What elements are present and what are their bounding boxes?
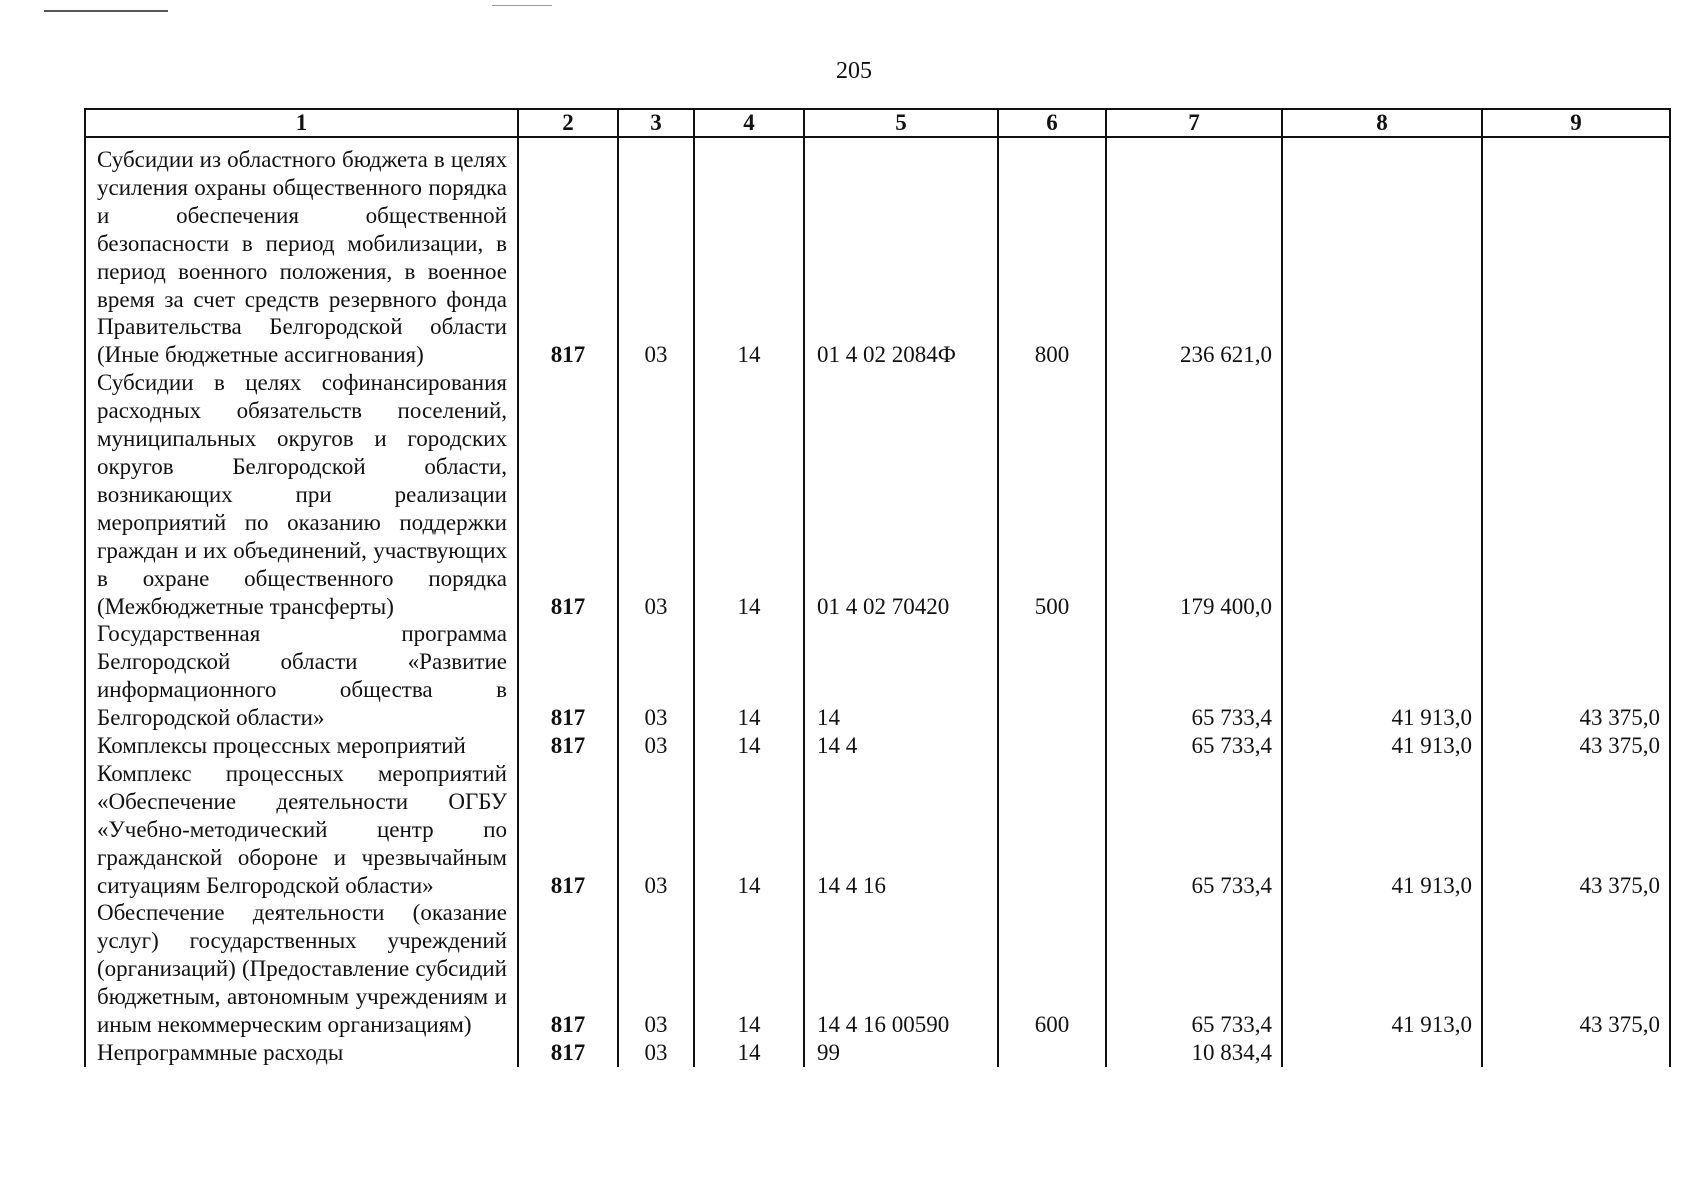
amount-col9: 43 375,0 (1482, 620, 1670, 732)
ministry-code: 817 (518, 760, 618, 900)
expense-type-code (998, 760, 1106, 900)
column-header: 1 (85, 109, 518, 137)
expense-type-code: 800 (998, 137, 1106, 369)
amount-col7: 65 733,4 (1106, 620, 1282, 732)
row-name: Комплекс процессных мероприятий «Обеспечение деятельности ОГБУ «Учебно-методический центр по гражданской обороне и чрезвычайным ситуациям Белгородской области» (85, 760, 518, 900)
header-row (85, 109, 1670, 137)
amount-col9 (1482, 369, 1670, 620)
amount-col8: 41 913,0 (1282, 899, 1482, 1039)
section-code: 03 (618, 620, 694, 732)
row-name: Субсидии в целях софинансирования расходных обязательств поселений, муниципальных округов и городских округов Белгородской области, возникающих при реализации мероприятий по оказанию поддержки граждан и их объединений, участвующих в охране общественного порядка (Межбюджетные трансферты) (85, 369, 518, 620)
table-row (85, 137, 1670, 369)
amount-col7: 179 400,0 (1106, 369, 1282, 620)
ministry-code: 817 (518, 1039, 618, 1067)
subsection-code: 14 (694, 732, 804, 760)
subsection-code: 14 (694, 137, 804, 369)
target-article-code: 14 4 16 (804, 760, 998, 900)
amount-col9 (1482, 137, 1670, 369)
amount-col9: 43 375,0 (1482, 899, 1670, 1039)
ministry-code: 817 (518, 620, 618, 732)
target-article-code: 01 4 02 70420 (804, 369, 998, 620)
target-article-code: 14 4 16 00590 (804, 899, 998, 1039)
table-row (85, 1039, 1670, 1067)
target-article-code: 14 4 (804, 732, 998, 760)
amount-col7: 65 733,4 (1106, 899, 1282, 1039)
subsection-code: 14 (694, 369, 804, 620)
amount-col8 (1282, 369, 1482, 620)
table-row (85, 760, 1670, 900)
subsection-code: 14 (694, 899, 804, 1039)
page-number: 205 (836, 58, 872, 84)
row-name: Комплексы процессных мероприятий (85, 732, 518, 760)
row-name: Обеспечение деятельности (оказание услуг) государственных учреждений (организаций) (Предоставление субсидий бюджетным, автономным учреждениям и иным некоммерческим организациям) (85, 899, 518, 1039)
row-name: Субсидии из областного бюджета в целях усиления охраны общественного порядка и обеспечения общественной безопасности в период мобилизации, в период военного положения, в военное время за счет средств резервного фонда Правительства Белгородской области (Иные бюджетные ассигнования) (85, 137, 518, 369)
row-name: Непрограммные расходы (85, 1039, 518, 1067)
column-header: 2 (518, 109, 618, 137)
column-header: 9 (1482, 109, 1670, 137)
amount-col8: 41 913,0 (1282, 732, 1482, 760)
table-row (85, 620, 1670, 732)
target-article-code: 14 (804, 620, 998, 732)
amount-col7: 10 834,4 (1106, 1039, 1282, 1067)
amount-col9: 43 375,0 (1482, 732, 1670, 760)
amount-col9 (1482, 1039, 1670, 1067)
amount-col8: 41 913,0 (1282, 760, 1482, 900)
amount-col7: 236 621,0 (1106, 137, 1282, 369)
budget-table (84, 108, 1671, 1067)
target-article-code: 99 (804, 1039, 998, 1067)
subsection-code: 14 (694, 620, 804, 732)
column-header: 6 (998, 109, 1106, 137)
expense-type-code (998, 732, 1106, 760)
column-header: 7 (1106, 109, 1282, 137)
section-code: 03 (618, 137, 694, 369)
section-code: 03 (618, 369, 694, 620)
amount-col8 (1282, 137, 1482, 369)
subsection-code: 14 (694, 760, 804, 900)
amount-col8: 41 913,0 (1282, 620, 1482, 732)
scan-artifact-line (492, 5, 552, 6)
expense-type-code: 500 (998, 369, 1106, 620)
ministry-code: 817 (518, 732, 618, 760)
ministry-code: 817 (518, 899, 618, 1039)
scan-artifact-line (44, 10, 168, 12)
amount-col7: 65 733,4 (1106, 732, 1282, 760)
column-header: 8 (1282, 109, 1482, 137)
expense-type-code (998, 1039, 1106, 1067)
amount-col8 (1282, 1039, 1482, 1067)
table-row (85, 732, 1670, 760)
section-code: 03 (618, 760, 694, 900)
column-header: 5 (804, 109, 998, 137)
table-row (85, 369, 1670, 620)
section-code: 03 (618, 732, 694, 760)
row-name: Государственная программа Белгородской области «Развитие информационного общества в Белгородской области» (85, 620, 518, 732)
column-header: 4 (694, 109, 804, 137)
ministry-code: 817 (518, 137, 618, 369)
section-code: 03 (618, 1039, 694, 1067)
target-article-code: 01 4 02 2084Ф (804, 137, 998, 369)
column-header: 3 (618, 109, 694, 137)
expense-type-code: 600 (998, 899, 1106, 1039)
ministry-code: 817 (518, 369, 618, 620)
subsection-code: 14 (694, 1039, 804, 1067)
section-code: 03 (618, 899, 694, 1039)
table-row (85, 899, 1670, 1039)
amount-col7: 65 733,4 (1106, 760, 1282, 900)
amount-col9: 43 375,0 (1482, 760, 1670, 900)
expense-type-code (998, 620, 1106, 732)
